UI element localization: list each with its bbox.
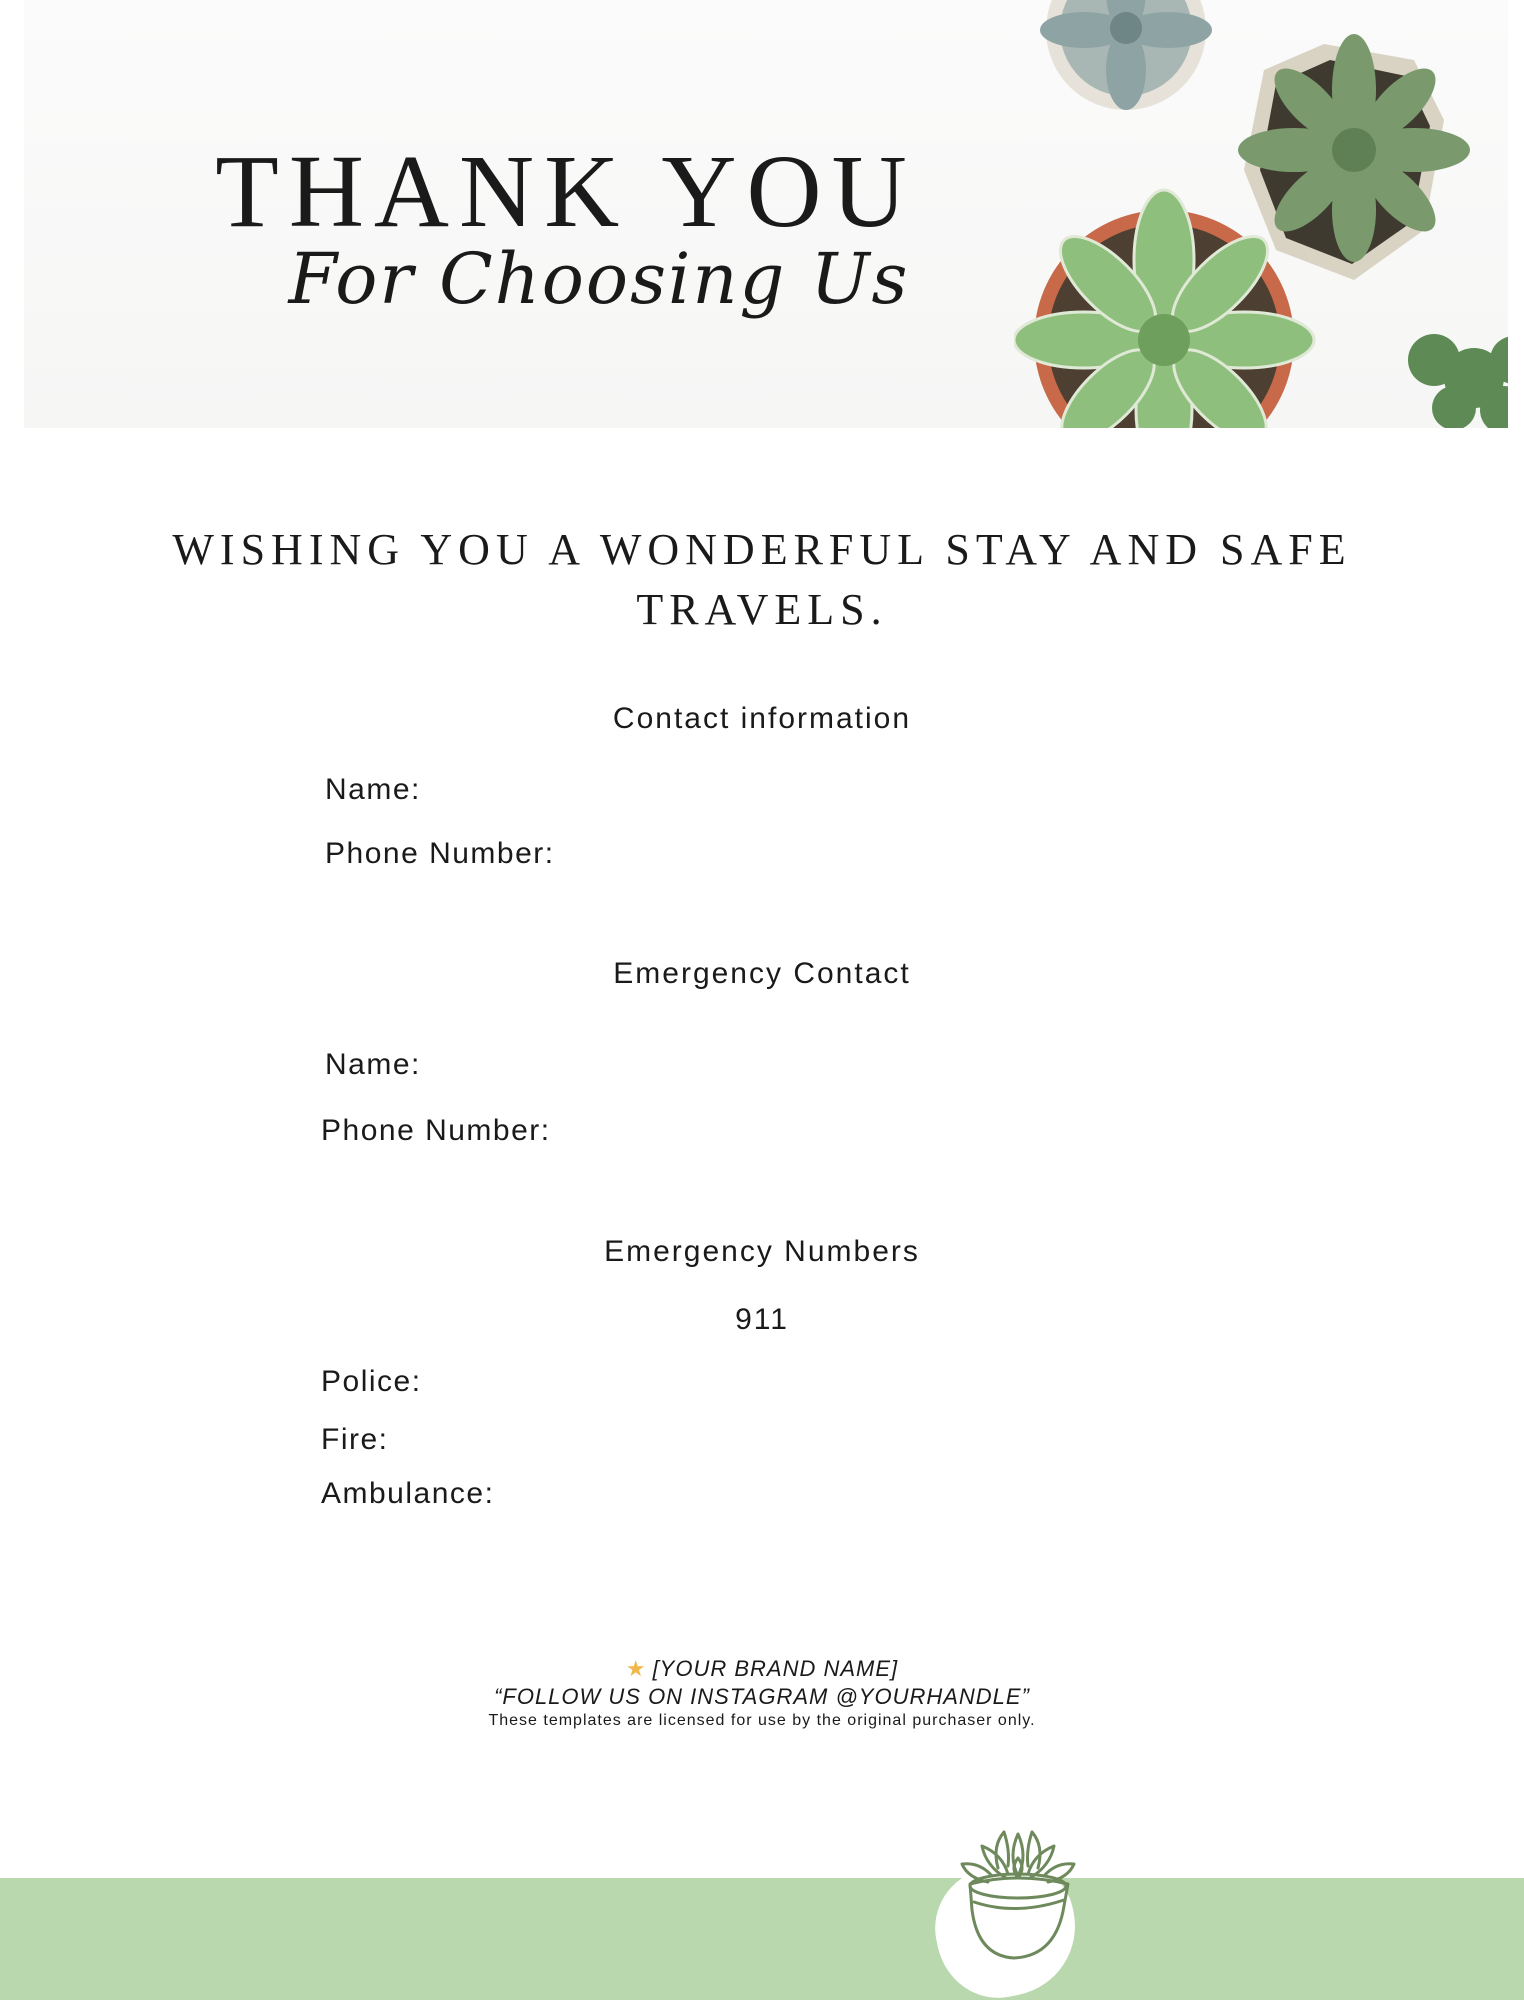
instagram-follow-text: “FOLLOW US ON INSTAGRAM @YOURHANDLE” xyxy=(494,1684,1030,1709)
fire-label: Fire: xyxy=(321,1423,389,1456)
contact-phone-label: Phone Number: xyxy=(325,837,555,870)
page-title: THANK YOU xyxy=(215,134,917,249)
brand-name-text: [YOUR BRAND NAME] xyxy=(652,1656,899,1681)
footer-band xyxy=(0,1878,1524,2000)
emergency-phone-label: Phone Number: xyxy=(321,1114,551,1147)
ambulance-label: Ambulance: xyxy=(321,1477,495,1510)
header-banner xyxy=(24,0,1508,428)
license-notice: These templates are licensed for use by the original purchaser only. xyxy=(488,1712,1036,1729)
welcome-headline: WISHING YOU A WONDERFUL STAY AND SAFE TRAVELS. xyxy=(172,525,1352,634)
emergency-name-label: Name: xyxy=(325,1048,421,1081)
police-label: Police: xyxy=(321,1365,422,1398)
contact-name-label: Name: xyxy=(325,773,421,806)
contact-section-title: Contact information xyxy=(612,702,912,735)
succulent-pot-icon xyxy=(952,1806,1082,1970)
star-icon: ★ xyxy=(625,1656,647,1681)
page-subtitle: For Choosing Us xyxy=(288,238,910,320)
succulent-photo xyxy=(1014,0,1508,428)
emergency-contact-title: Emergency Contact xyxy=(613,957,911,990)
emergency-number-911: 911 xyxy=(735,1303,789,1336)
emergency-numbers-title: Emergency Numbers xyxy=(604,1235,920,1268)
brand-name xyxy=(362,1656,1162,1682)
